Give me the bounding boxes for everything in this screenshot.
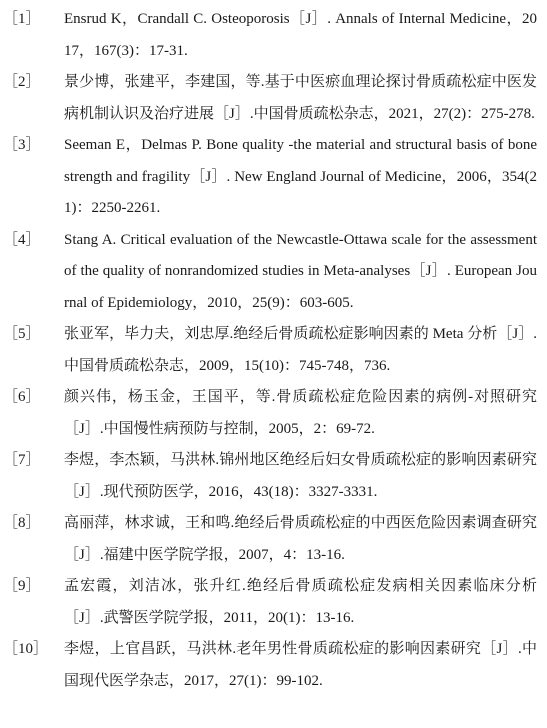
reference-number: ［9］ [3,578,41,594]
reference-item-4 [0,225,547,320]
reference-number: ［3］ [3,137,41,153]
reference-text: Ensrud K，Crandall C. Osteoporosis［J］. Annals of Internal Medicine，2017，167(3)：17-31. [64,11,537,59]
reference-text: 孟宏霞，刘洁冰，张升红.绝经后骨质疏松症发病相关因素临床分析［J］.武警医学院学报，2011，20(1)：13-16. [64,578,537,626]
reference-item-3 [0,130,547,225]
reference-text: 张亚军，毕力夫，刘忠厚.绝经后骨质疏松症影响因素的 Meta 分析［J］.中国骨质疏松杂志，2009，15(10)：745-748，736. [64,326,537,374]
reference-number: ［7］ [3,452,41,468]
reference-number: ［10］ [3,641,49,657]
reference-text: Seeman E，Delmas P. Bone quality -the material and structural basis of bone strength and fragility［J］. New England Journal of Medicine，2006，354(21)：2250-2261. [64,137,537,216]
reference-text: 颜兴伟，杨玉金，王国平，等.骨质疏松症危险因素的病例-对照研究［J］.中国慢性病预防与控制，2005，2：69-72. [64,389,537,437]
reference-text: 高丽萍，林求诚，王和鸣.绝经后骨质疏松症的中西医危险因素调查研究［J］.福建中医学院学报，2007，4：13-16. [64,515,537,563]
reference-number: ［1］ [3,11,41,27]
reference-text: Stang A. Critical evaluation of the Newcastle-Ottawa scale for the assessment of the quality of nonrandomized studies in Meta-analyses［J］. European Journal of Epidemiology，2010，25(9)：603-605. [64,231,537,311]
reference-item-9 [0,571,547,634]
reference-number: ［8］ [3,515,41,531]
reference-number: ［4］ [3,231,41,248]
reference-item-6 [0,382,547,445]
reference-item-7 [0,445,547,508]
reference-text: 李煜，上官昌跃，马洪林.老年男性骨质疏松症的影响因素研究［J］.中国现代医学杂志，2017，27(1)：99-102. [64,641,537,689]
reference-text: 景少博，张建平，李建国，等.基于中医瘀血理论探讨骨质疏松症中医发病机制认识及治疗进展［J］.中国骨质疏松杂志，2021，27(2)：275-278. [64,74,537,122]
reference-number: ［5］ [3,326,41,342]
reference-item-2 [0,67,547,130]
reference-item-1 [0,4,547,67]
reference-number: ［6］ [3,389,41,405]
reference-text: 李煜，李杰颖，马洪林.锦州地区绝经后妇女骨质疏松症的影响因素研究［J］.现代预防医学，2016，43(18)：3327-3331. [64,452,537,500]
reference-item-5 [0,319,547,382]
reference-number: ［2］ [3,74,41,90]
reference-list [0,4,547,697]
reference-item-10 [0,634,547,697]
reference-item-8 [0,508,547,571]
